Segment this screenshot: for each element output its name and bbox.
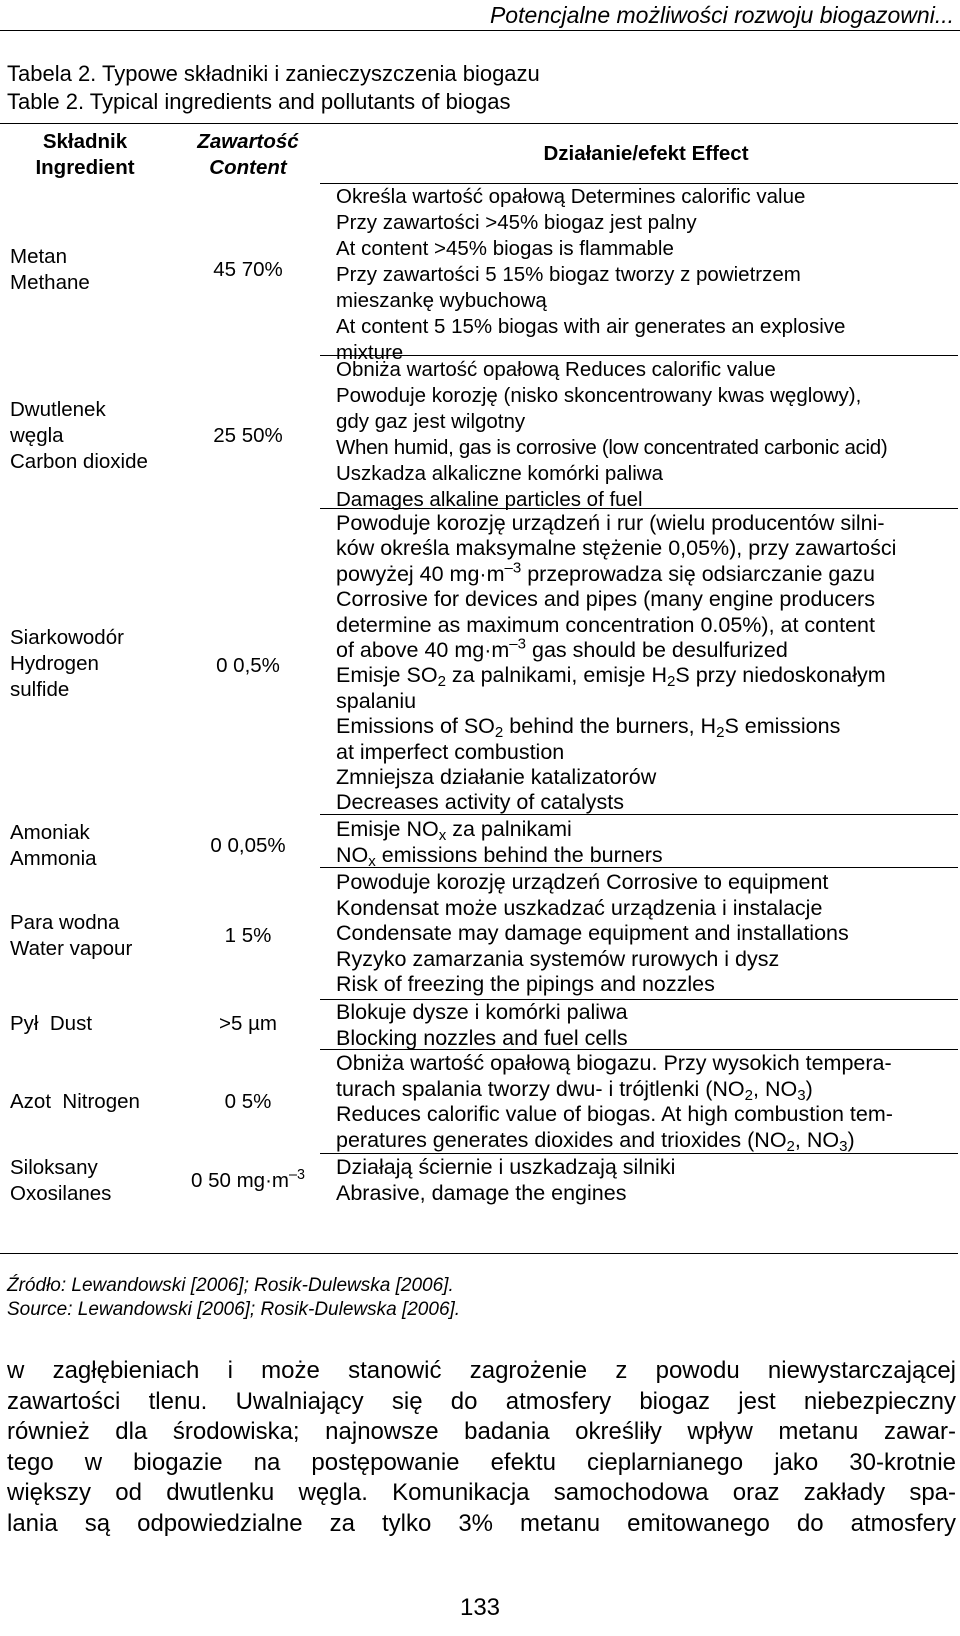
effect-line: Blokuje dysze i komórki paliwa [336, 1000, 628, 1024]
effect-line: Reduces calorific value of biogas. At high combustion tem- [336, 1102, 893, 1126]
effect-line: gdy gaz jest wilgotny [336, 410, 526, 433]
effect-text: Emisje SO [336, 663, 438, 688]
subscript: 2 [667, 673, 676, 691]
ingredient-line: Methane [10, 271, 90, 294]
header-ingredient [10, 129, 160, 181]
subscript: 3 [839, 1137, 848, 1155]
effect-line: mieszankę wybuchową [336, 289, 547, 312]
ingredient-line: Siloksany [10, 1156, 98, 1179]
row-ingredient [10, 820, 160, 872]
effect-line: at imperfect combustion [336, 739, 565, 764]
effect-text: NO [336, 842, 369, 867]
effect-line [336, 1128, 956, 1154]
effect-line [336, 817, 956, 843]
superscript: –3 [509, 635, 527, 653]
ingredient-line: Metan [10, 245, 67, 268]
effect-text: powyżej 40 mg·m [336, 561, 505, 586]
effect-text: gas should be desulfurized [532, 638, 788, 663]
effect-line [336, 559, 956, 587]
row-effect [336, 1000, 956, 1051]
ingredient-line: Hydrogen [10, 652, 99, 675]
effect-line: Kondensat może uszkadzać urządzenia i instalacje [336, 895, 823, 920]
row-content: >5 µm [219, 1012, 277, 1035]
header-ingredient-en: Ingredient [35, 156, 135, 179]
effect-line [336, 663, 956, 691]
effect-line [336, 843, 956, 869]
effect-line: Przy zawartości 5 15% biogaz tworzy z powietrzem [336, 263, 801, 286]
ingredient-line: Para wodna [10, 911, 120, 934]
table-top-rule [0, 123, 958, 124]
row-effect [336, 357, 956, 513]
table-source [7, 1274, 460, 1322]
ingredient-line: sulfide [10, 678, 70, 701]
running-title: Potencjalne możliwości rozwoju biogazowni... [489, 2, 954, 28]
effect-line: determine as maximum concentration 0.05%), at content [336, 612, 875, 637]
subscript: 2 [437, 673, 446, 691]
table-bottom-rule [0, 1253, 958, 1254]
effect-line: spalaniu [336, 688, 417, 713]
header-content [168, 129, 328, 181]
subscript: 2 [786, 1137, 795, 1155]
effect-text: , NO [753, 1076, 798, 1101]
header-effect: Działanie/efekt Effect [543, 142, 749, 165]
ingredient-line: Water vapour [10, 937, 133, 960]
effect-text: za palnikami, emisje H [451, 663, 667, 688]
effect-text: S przy niedoskonałym [675, 663, 886, 688]
effect-line: Powoduje korozję (nisko skoncentrowany kwas węglowy), [336, 384, 862, 407]
header-content-pl: Zawartość [197, 130, 299, 153]
row-effect [336, 817, 956, 868]
row-ingredient [10, 1155, 160, 1207]
effect-line: Działają ściernie i uszkadzają silniki [336, 1155, 676, 1179]
ingredient-line: Oxosilanes [10, 1182, 112, 1205]
subscript: 2 [744, 1086, 754, 1104]
row-ingredient [10, 625, 160, 703]
row-content: 0 5% [224, 1090, 272, 1113]
effect-line: Powoduje korozję urządzeń Corrosive to equipment [336, 870, 829, 894]
effect-line: Powoduje korozję urządzeń i rur (wielu producentów silni- [336, 511, 885, 535]
effect-text: peratures generates dioxides and trioxides (NO [336, 1127, 787, 1152]
biogas-table [0, 123, 958, 1254]
effect-line [336, 635, 956, 663]
row-ingredient [10, 244, 160, 296]
effect-line: Damages alkaline particles of fuel [336, 488, 643, 511]
effect-text: Emisje NO [336, 817, 439, 841]
effect-line: mixture [336, 341, 404, 364]
effect-line: Decreases activity of catalysts [336, 790, 624, 815]
effect-line [336, 714, 956, 739]
effect-line: Abrasive, damage the engines [336, 1180, 627, 1205]
body-line: zawartości tlenu. Uwalniający się do atmosfery biogaz jest niebezpieczny [7, 1387, 956, 1415]
ingredient-line: Azot Nitrogen [10, 1090, 140, 1113]
caption-en: Table 2. Typical ingredients and pollutants of biogas [7, 89, 511, 114]
ingredient-line: Amoniak [10, 821, 90, 844]
effect-line: When humid, gas is corrosive (low concentrated carbonic acid) [336, 436, 888, 459]
effect-line: Obniża wartość opałową Reduces calorific value [336, 358, 776, 381]
row-effect [336, 511, 956, 816]
ingredient-line: Pył Dust [10, 1012, 93, 1035]
row-effect [336, 1051, 956, 1153]
effect-line: At content 5 15% biogas with air generates an explosive [336, 315, 846, 338]
row-content: 45 70% [213, 258, 283, 281]
row-rule [320, 1153, 958, 1154]
row-effect [336, 184, 956, 366]
effect-line [336, 1077, 956, 1103]
row-ingredient [10, 1011, 160, 1037]
row-effect [336, 1155, 956, 1206]
row-ingredient [10, 1089, 160, 1115]
row-content: 1 5% [224, 924, 272, 947]
ingredient-line: Siarkowodór [10, 626, 124, 649]
effect-line: Ryzyko zamarzania systemów rurowych i dysz [336, 946, 780, 971]
subscript: 3 [797, 1086, 806, 1104]
effect-line: Uszkadza alkaliczne komórki paliwa [336, 462, 663, 485]
source-en: Source: Lewandowski [2006]; Rosik-Dulewska [2006]. [7, 1299, 461, 1320]
subscript: 2 [716, 724, 725, 741]
body-paragraph [7, 1356, 956, 1539]
subscript: x [438, 826, 447, 844]
row-effect [336, 870, 956, 998]
effect-text: przeprowadza się odsiarczanie gazu [527, 561, 875, 586]
ingredient-line: Carbon dioxide [10, 450, 148, 473]
effect-text: , NO [794, 1127, 840, 1152]
effect-text: turach spalania tworzy dwu- i trójtlenki (NO [336, 1076, 745, 1101]
effect-line: ków określa maksymalne stężenie 0,05%), przy zawartości [336, 536, 897, 561]
effect-text: ) [847, 1127, 855, 1152]
source-pl: Źródło: Lewandowski [2006]; Rosik-Dulewska [2006]. [7, 1275, 454, 1296]
ingredient-line: węgla [10, 424, 64, 447]
running-header [0, 0, 960, 31]
effect-line: Przy zawartości >45% biogaz jest palny [336, 211, 697, 234]
row-content: 25 50% [213, 424, 283, 447]
effect-text: Emissions of SO [336, 714, 495, 739]
effect-line: Corrosive for devices and pipes (many engine producers [336, 587, 875, 612]
caption-pl: Tabela 2. Typowe składniki i zanieczyszczenia biogazu [7, 61, 540, 86]
body-line: większy od dwutlenku węgla. Komunikacja samochodowa oraz zakłady spa- [7, 1479, 956, 1506]
effect-line: Condensate may damage equipment and installations [336, 921, 849, 945]
row-content [168, 1168, 328, 1194]
effect-line: At content >45% biogas is flammable [336, 237, 674, 260]
body-line: tego w biogazie na postępowanie efektu cieplarnianego jako 30-krotnie [7, 1448, 956, 1476]
row-content: 0 0,5% [216, 654, 280, 677]
effect-line: Risk of freezing the pipings and nozzles [336, 972, 715, 996]
header-content-en: Content [209, 156, 287, 179]
row-ingredient [10, 397, 160, 475]
ingredient-line: Ammonia [10, 847, 97, 870]
subscript: 2 [494, 724, 504, 741]
effect-text: za palnikami [452, 817, 572, 841]
superscript: –3 [504, 559, 522, 577]
row-content: 0 0,05% [210, 834, 286, 857]
effect-text: emissions behind the burners [381, 842, 663, 867]
page-number: 133 [459, 1594, 501, 1621]
header-ingredient-pl: Składnik [42, 130, 128, 153]
effect-line: Zmniejsza działanie katalizatorów [336, 765, 657, 790]
superscript: –3 [289, 1167, 305, 1184]
effect-line: Obniża wartość opałową biogazu. Przy wysokich tempera- [336, 1051, 892, 1075]
body-line: w zagłębieniach i może stanowić zagrożenie z powodu niewystarczającej [7, 1357, 956, 1384]
ingredient-line: Dwutlenek [10, 398, 106, 421]
effect-text: S emissions [724, 714, 841, 739]
effect-text: of above 40 mg·m [336, 638, 510, 663]
body-line: lania są odpowiedzialne za tylko 3% metanu emitowanego do atmosfery [7, 1509, 956, 1537]
table-caption [7, 60, 540, 116]
row-ingredient [10, 910, 160, 962]
effect-text: behind the burners, H [509, 714, 717, 739]
effect-line: Blocking nozzles and fuel cells [336, 1025, 628, 1050]
effect-line: Określa wartość opałową Determines calorific value [336, 185, 806, 208]
content-text: 0 50 mg·m [191, 1169, 289, 1192]
body-line: również dla środowiska; najnowsze badania określiły wpływ metanu zawar- [7, 1418, 956, 1445]
subscript: x [368, 852, 376, 870]
effect-text: ) [805, 1076, 813, 1101]
